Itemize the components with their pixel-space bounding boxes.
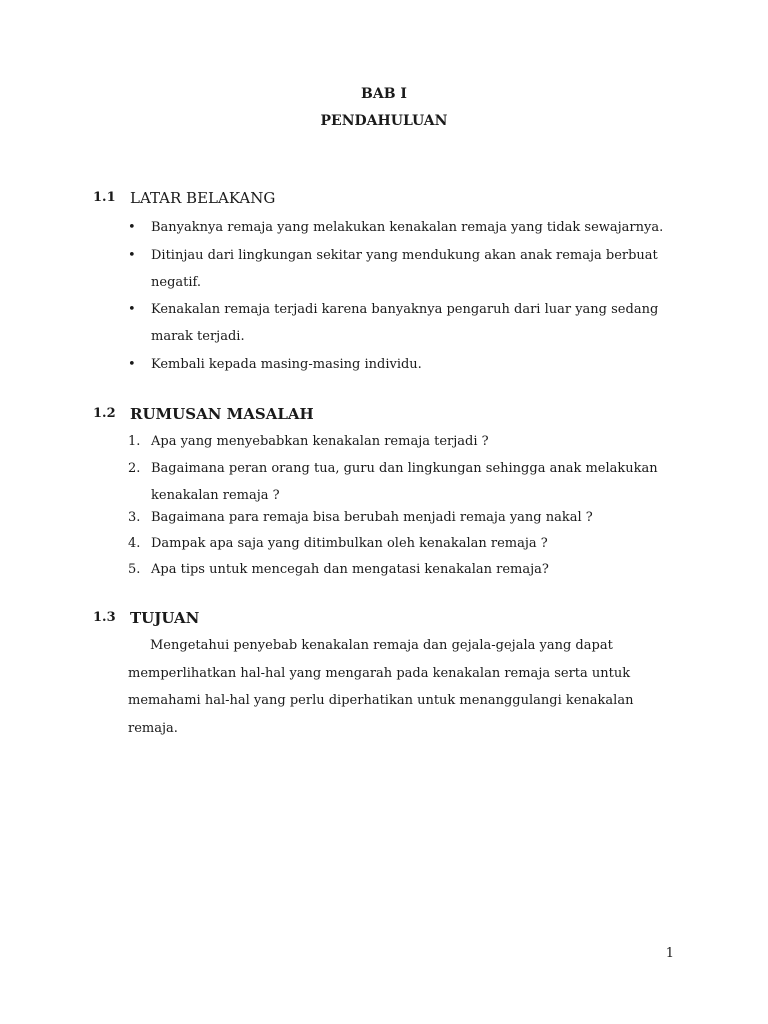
list-item (128, 242, 688, 296)
list-item (128, 214, 688, 241)
numbered-item-text: Apa yang menyebabkan kenakalan remaja terjadi ? (151, 434, 489, 449)
chapter-title: PENDAHULUAN (320, 113, 448, 129)
page-number: 1 (665, 946, 674, 961)
section-title: TUJUAN (130, 609, 200, 627)
numbered-item (128, 455, 688, 509)
numbered-item (128, 530, 688, 557)
list-item-text: Kenakalan remaja terjadi karena banyaknya pengaruh dari luar yang sedang marak terjadi. (151, 302, 659, 344)
item-number: 1. (128, 434, 141, 449)
numbered-item-text: Bagaimana peran orang tua, guru dan lingkungan sehingga anak melakukan kenakalan remaja ? (151, 461, 658, 503)
numbered-item (128, 556, 688, 583)
item-number: 2. (128, 461, 141, 476)
section-number: 1.2 (93, 406, 116, 421)
list-item-text: Banyaknya remaja yang melakukan kenakalan remaja yang tidak sewajarnya. (151, 220, 664, 235)
numbered-item (128, 428, 688, 455)
bullet-icon: • (128, 248, 136, 263)
section-number: 1.1 (93, 190, 116, 205)
section-number: 1.3 (93, 610, 116, 625)
section-title: LATAR BELAKANG (130, 189, 276, 207)
list-item-text: Kembali kepada masing-masing individu. (151, 357, 422, 372)
chapter-label: BAB I (361, 86, 407, 102)
numbered-item-text: Apa tips untuk mencegah dan mengatasi kenakalan remaja? (151, 562, 549, 577)
section-title: RUMUSAN MASALAH (130, 405, 314, 423)
item-number: 5. (128, 562, 141, 577)
numbered-item-text: Dampak apa saja yang ditimbulkan oleh kenakalan remaja ? (151, 536, 548, 551)
numbered-item-text: Bagaimana para remaja bisa berubah menjadi remaja yang nakal ? (151, 510, 593, 525)
bullet-icon: • (128, 357, 136, 372)
list-item-text: Ditinjau dari lingkungan sekitar yang mendukung akan anak remaja berbuat negatif. (151, 248, 658, 290)
item-number: 3. (128, 510, 141, 525)
bullet-icon: • (128, 220, 136, 235)
list-item (128, 351, 688, 378)
bullet-icon: • (128, 302, 136, 317)
item-number: 4. (128, 536, 141, 551)
numbered-item (128, 504, 688, 531)
list-item (128, 296, 688, 350)
tujuan-paragraph: Mengetahui penyebab kenakalan remaja dan gejala-gejala yang dapat memperlihatkan hal-hal yang mengarah pada kenakalan remaja serta untuk memahami hal-hal yang perlu diperhatikan untuk menanggulangi kenakalan remaja. (128, 638, 634, 736)
